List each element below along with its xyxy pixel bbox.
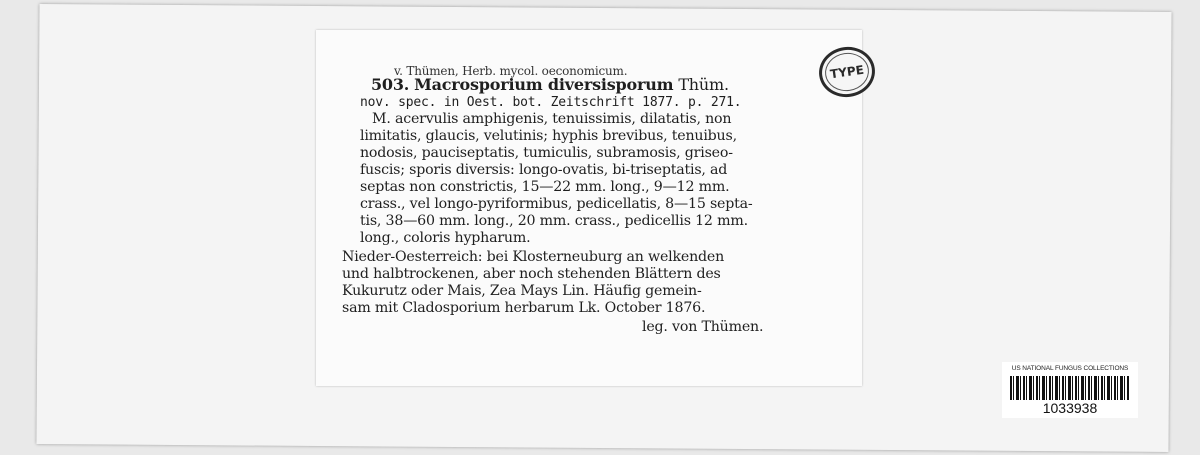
species-author: Thüm.	[678, 75, 729, 94]
label-header: v. Thümen, Herb. mycol. oeconomicum.	[394, 64, 628, 78]
species-title-line	[371, 76, 729, 93]
locality-line: Nieder-Oesterreich: bei Klosterneuburg an welkenden	[342, 249, 725, 265]
description-line: tis, 38—60 mm. long., 20 mm. crass., pedicellis 12 mm.	[360, 213, 748, 229]
barcode-icon	[1010, 376, 1130, 400]
stamp-ring	[823, 50, 872, 94]
stamp-text: TYPE	[829, 62, 865, 82]
description-line: septas non constrictis, 15—22 mm. long., 9—12 mm.	[360, 179, 730, 195]
collection-name: US NATIONAL FUNGUS COLLECTIONS	[1011, 365, 1129, 372]
locality-line: sam mit Cladosporium herbarum Lk. October 1876.	[342, 300, 706, 316]
collector-line: leg. von Thümen.	[642, 319, 764, 335]
barcode-number: 1033938	[1042, 400, 1098, 416]
locality-line: Kukurutz oder Mais, Zea Mays Lin. Häufig gemein-	[342, 283, 702, 299]
specimen-number: 503.	[371, 75, 410, 94]
species-name: Macrosporium diversisporum	[414, 75, 674, 94]
description-line: crass., vel longo-pyriformibus, pedicellatis, 8—15 septa-	[360, 196, 753, 212]
locality-line: und halbtrockenen, aber noch stehenden Blättern des	[342, 266, 721, 282]
specimen-label	[316, 30, 865, 386]
citation-line: nov. spec. in Oest. bot. Zeitschrift 1877. p. 271.	[360, 95, 742, 110]
description-line: fuscis; sporis diversis: longo-ovatis, bi-triseptatis, ad	[360, 162, 728, 178]
barcode-label	[1002, 362, 1138, 418]
description-line: nodosis, pauciseptatis, tumiculis, subramosis, griseo-	[360, 145, 733, 161]
description-line: limitatis, glaucis, velutinis; hyphis brevibus, tenuibus,	[360, 128, 737, 144]
description-line: M. acervulis amphigenis, tenuissimis, dilatatis, non	[372, 111, 732, 127]
description-line: long., coloris hypharum.	[360, 230, 531, 246]
